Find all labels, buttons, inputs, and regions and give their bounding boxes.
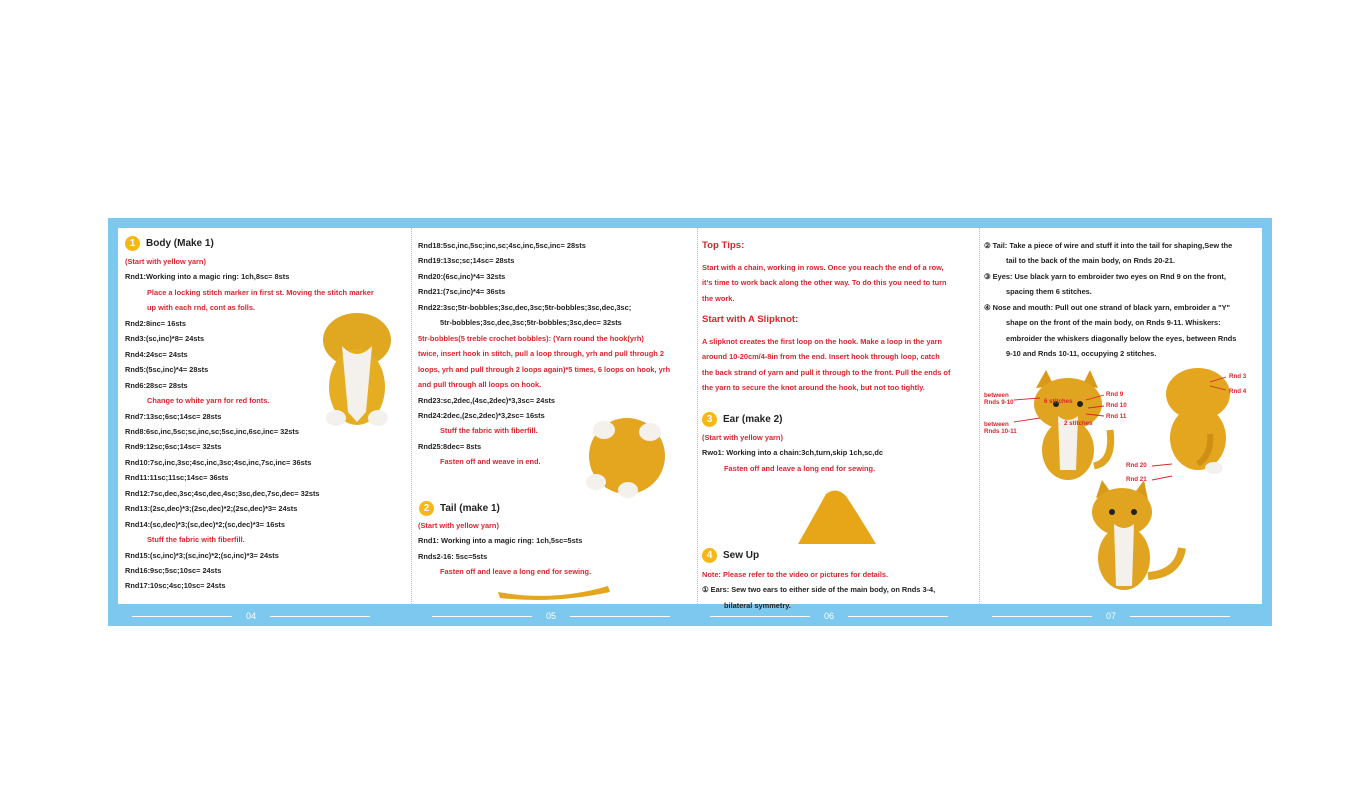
pattern-line: Rnd15:(sc,inc)*3;(sc,inc)*2;(sc,inc)*3= 24sts [125, 550, 279, 560]
pattern-line: Rnd6:28sc= 28sts [125, 380, 188, 390]
pattern-line: Fasten off and leave a long end for sewing. [724, 463, 876, 473]
page-number: 07 [1106, 611, 1117, 621]
page-footer-05 [432, 609, 670, 623]
footer-rule [432, 616, 532, 617]
pattern-line: bilateral symmetry. [724, 600, 791, 610]
pattern-line: embroider the whiskers diagonally below the eyes, between Rnds [1006, 333, 1237, 343]
step-number-badge: 4 [702, 548, 717, 563]
footer-rule [270, 616, 370, 617]
annotation-rnd-21: Rnd 21 [1126, 476, 1147, 483]
text-line: it's time to work back along the other way. To do this you need to turn [702, 278, 947, 288]
pattern-line: Rnd1: Working into a magic ring: 1ch,5sc=5sts [418, 536, 583, 546]
footer-rule [848, 616, 948, 617]
annotation-rnd-4: Rnd 4 [1229, 388, 1247, 395]
pattern-line: Rnd8:6sc,inc,5sc;sc,inc,sc;5sc,inc,6sc,inc= 32sts [125, 426, 299, 436]
page-06 [698, 228, 978, 610]
pattern-line: Fasten off and weave in end. [440, 457, 541, 467]
pattern-line: Rnd23:sc,2dec,(4sc,2dec)*3,3sc= 24sts [418, 395, 556, 405]
pattern-line: (Start with yellow yarn) [418, 521, 499, 530]
slipknot-heading: Start with A Slipknot: [702, 314, 799, 325]
pattern-line: Rnd10:7sc,inc,3sc;4sc,inc,3sc;4sc,inc,7sc,inc= 36sts [125, 457, 312, 467]
pattern-line: Rnds2-16: 5sc=5sts [418, 551, 488, 561]
pattern-line: loops, yrh and pull through 2 loops again)*5 times, 6 loops on hook, yrh [418, 364, 671, 374]
page-04 [118, 228, 410, 604]
pattern-line: Rnd21:(7sc,inc)*4= 36sts [418, 287, 506, 297]
step-number-badge: 2 [419, 501, 434, 516]
tail-heading-text: Tail (make 1) [440, 503, 500, 514]
text-line: the yarn to secure the knot around the hook, but not too tightly. [702, 383, 925, 393]
pattern-line: Stuff the fabric with fiberfill. [440, 426, 538, 436]
step-number-badge: 3 [702, 412, 717, 427]
pattern-line: Rwo1: Working into a chain:3ch,turn,skip 1ch,sc,dc [702, 448, 883, 458]
pattern-line: Rnd16:9sc;5sc;10sc= 24sts [125, 566, 222, 575]
pattern-line: up with each rnd, cont as folls. [147, 303, 255, 313]
footer-rule [992, 616, 1092, 617]
pattern-line: Rnd24:2dec,(2sc,2dec)*3,2sc= 16sts [418, 410, 545, 420]
pattern-line: Change to white yarn for red fonts. [147, 396, 270, 406]
pattern-line: Rnd7:13sc;6sc;14sc= 28sts [125, 411, 222, 421]
text-line: the back strand of yarn and pull it through to the front. Pull the ends of [702, 367, 951, 377]
pattern-line: Rnd25:8dec= 8sts [418, 441, 482, 451]
pattern-line: spacing them 6 stitches. [1006, 287, 1092, 297]
pattern-line: Rnd1:Working into a magic ring: 1ch,8sc= 8sts [125, 272, 290, 282]
top-tips-heading: Top Tips: [702, 240, 745, 251]
annotation-rnd-11: Rnd 11 [1106, 413, 1127, 420]
pattern-line: Rnd22:3sc;5tr-bobbles;3sc,dec,3sc;5tr-bobbles;3sc,dec,3sc; [418, 302, 632, 312]
tail-heading [419, 501, 500, 516]
text-line: around 10-20cm/4-8in from the end. Insert hook through loop, catch [702, 352, 940, 362]
footer-rule [570, 616, 670, 617]
pattern-line: Rnd12:7sc,dec,3sc;4sc,dec,4sc;3sc,dec,7sc,dec= 32sts [125, 488, 320, 498]
page-footer-06 [710, 609, 948, 623]
sew-up-heading-text: Sew Up [723, 550, 760, 561]
pattern-line: tail to the back of the main body, on Rnds 20-21. [1006, 256, 1176, 266]
pattern-line: Fasten off and leave a long end for sewing. [440, 567, 592, 577]
pattern-line: 9-10 and Rnds 10-11, occupying 2 stitches. [1006, 349, 1157, 359]
page-05 [412, 228, 696, 604]
annotation-2-stitches: 2 stitches [1064, 420, 1093, 427]
body-heading-text: Body (Make 1) [146, 238, 214, 249]
annotation-between-10-11: between Rnds 10-11 [984, 421, 1017, 435]
pattern-line: (Start with yellow yarn) [702, 433, 783, 442]
pattern-line: Stuff the fabric with fiberfill. [147, 535, 245, 545]
pattern-line: Rnd20:(6sc,inc)*4= 32sts [418, 271, 506, 281]
pattern-pages [118, 228, 1262, 610]
pattern-line: Rnd13:(2sc,dec)*3;(2sc,dec)*2;(2sc,dec)*3= 24sts [125, 504, 298, 514]
sew-up-heading [702, 548, 759, 563]
annotation-between-9-10: between Rnds 9-10 [984, 392, 1014, 406]
annotation-rnd-3: Rnd 3 [1229, 373, 1247, 380]
pattern-line: ① Ears: Sew two ears to either side of the main body, on Rnds 3-4, [702, 585, 936, 595]
annotation-rnd-10: Rnd 10 [1106, 402, 1127, 409]
body-heading [125, 236, 214, 251]
pattern-line: Rnd5:(5sc,inc)*4= 28sts [125, 365, 209, 375]
pattern-line: Note: Please refer to the video or pictures for details. [702, 570, 889, 579]
pattern-line: (Start with yellow yarn) [125, 257, 206, 266]
ear-heading-text: Ear (make 2) [723, 414, 783, 425]
pattern-line: Rnd11:11sc;11sc;14sc= 36sts [125, 473, 229, 483]
page-footer-07 [992, 609, 1230, 623]
cat-bottom-photo [582, 408, 672, 498]
text-line: A slipknot creates the first loop on the hook. Make a loop in the yarn [702, 337, 942, 346]
footer-rule [132, 616, 232, 617]
page-number: 05 [546, 611, 557, 621]
pattern-line: ② Tail: Take a piece of wire and stuff it into the tail for shaping,Sew the [984, 241, 1233, 250]
pattern-line: Rnd4:24sc= 24sts [125, 349, 188, 359]
pattern-line: Rnd9:12sc;6sc;14sc= 32sts [125, 442, 222, 452]
pattern-line: ④ Nose and mouth: Pull out one strand of black yarn, embroider a "Y" [984, 302, 1231, 312]
text-line: Start with a chain, working in rows. Once you reach the end of a row, [702, 263, 944, 272]
pattern-line: Place a locking stitch marker in first st. Moving the stitch marker [147, 287, 374, 297]
step-number-badge: 1 [125, 236, 140, 251]
pattern-line: and pull through all loops on hook. [418, 380, 542, 390]
pattern-line: ③ Eyes: Use black yarn to embroider two eyes on Rnd 9 on the front, [984, 271, 1226, 281]
page-number: 04 [246, 611, 257, 621]
pattern-line: shape on the front of the main body, on Rnds 9-11. Whiskers: [1006, 318, 1221, 328]
page-number: 06 [824, 611, 835, 621]
pattern-line: 5tr-bobbles;3sc,dec,3sc;5tr-bobbles;3sc,dec= 32sts [440, 318, 622, 328]
page-07 [980, 228, 1262, 604]
pattern-line: 5tr-bobbles(5 treble crochet bobbles): (Yarn round the hook(yrh) [418, 333, 644, 343]
pattern-line: Rnd17:10sc;4sc;10sc= 24sts [125, 581, 226, 591]
pattern-line: Rnd18:5sc,inc,5sc;inc,sc;4sc,inc,5sc,inc= 28sts [418, 241, 586, 250]
pattern-line: Rnd14:(sc,dec)*3;(sc,dec)*2;(sc,dec)*3= 16sts [125, 519, 285, 529]
annotation-rnd-20: Rnd 20 [1126, 462, 1147, 469]
page-footer-04 [132, 609, 370, 623]
annotation-6-stitches: 6 stitches [1044, 398, 1073, 405]
pattern-line: Rnd19:13sc;sc;14sc= 28sts [418, 256, 515, 266]
tail-photo [494, 582, 614, 600]
pattern-line: Rnd3:(sc,inc)*8= 24sts [125, 334, 205, 344]
cat-body-photo [316, 312, 398, 432]
pattern-line: twice, insert hook in stitch, pull a loop through, yrh and pull through 2 [418, 349, 664, 359]
text-line: the work. [702, 293, 735, 303]
ear-heading [702, 412, 782, 427]
pattern-line: Rnd2:8inc= 16sts [125, 318, 186, 328]
pattern-sheet [108, 218, 1272, 626]
annotation-rnd-9: Rnd 9 [1106, 391, 1124, 398]
footer-rule [1130, 616, 1230, 617]
ear-photo [796, 486, 878, 546]
footer-rule [710, 616, 810, 617]
